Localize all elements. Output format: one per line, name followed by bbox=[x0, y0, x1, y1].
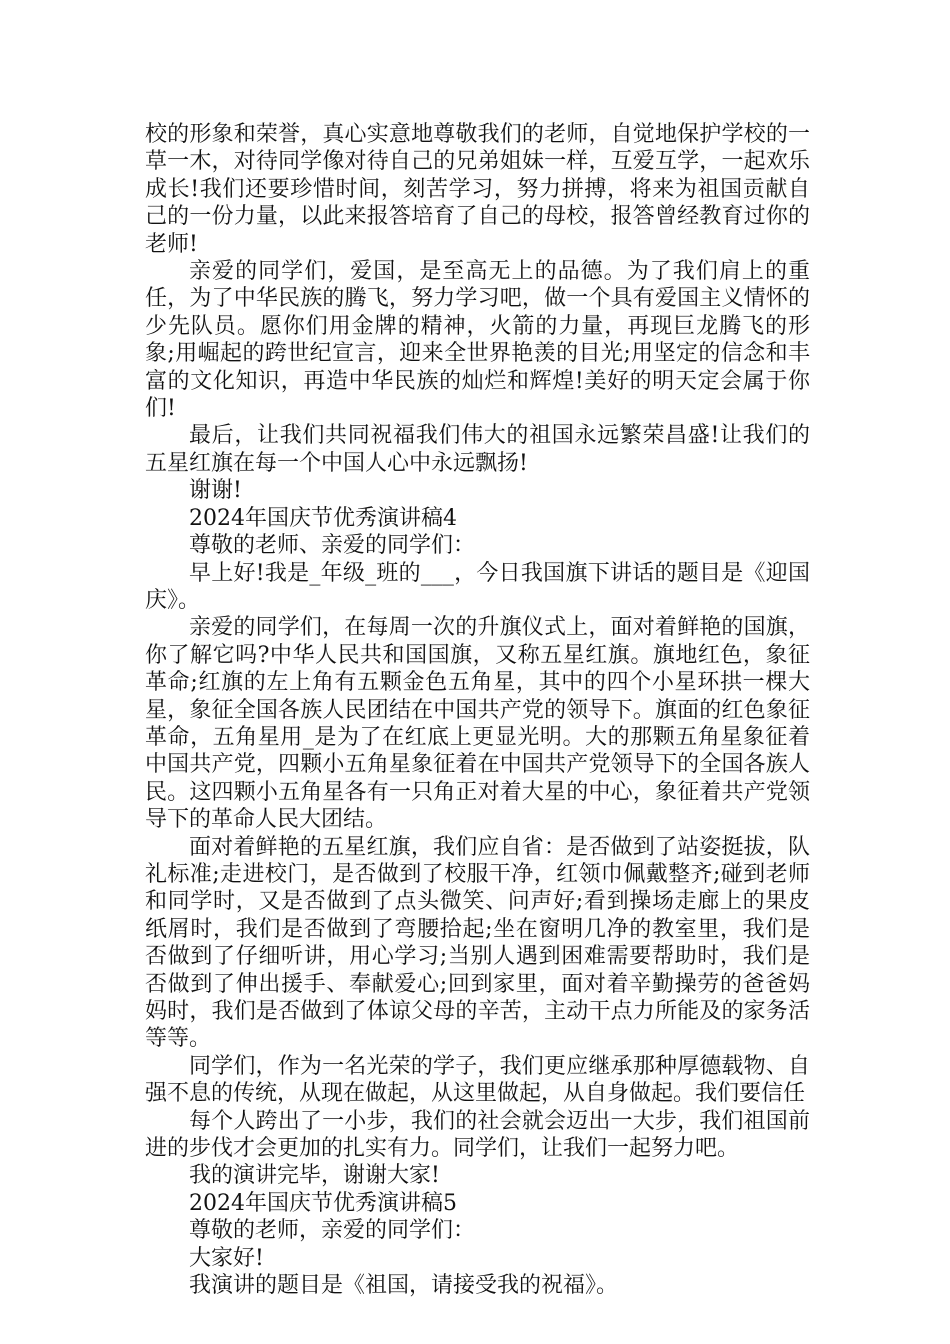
paragraph-self-reflection: 面对着鲜艳的五星红旗，我们应自省：是否做到了站姿挺拔，队礼标准;走进校门，是否做到了校服干净，红领巾佩戴整齐;碰到老师和同学时，又是否做到了点头微笑、问声好;看到操场走廊上的果皮纸屑时，我们是否做到了弯腰拾起;坐在窗明几净的教室里，我们是否做到了仔细听讲，用心学习;当别人遇到困难需要帮助时，我们是否做到了伸出援手、奉献爱心;回到家里，面对着辛勤操劳的爸爸妈妈时，我们是否做到了体谅父母的辛苦，主动干点力所能及的家务活等等。 bbox=[145, 834, 810, 1052]
paragraph-school-image: 校的形象和荣誉，真心实意地尊敬我们的老师，自觉地保护学校的一草一木，对待同学像对待自己的兄弟姐妹一样，互爱互学，一起欢乐成长!我们还要珍惜时间，刻苦学习，努力拼搏，将来为祖国贡献自己的一份力量，以此来报答培育了自己的母校，报答曾经教育过你的老师! bbox=[145, 122, 810, 257]
paragraph-topic-5: 我演讲的题目是《祖国，请接受我的祝福》。 bbox=[189, 1273, 619, 1299]
paragraph-thanks: 谢谢! bbox=[189, 478, 242, 504]
paragraph-blessing: 最后，让我们共同祝福我们伟大的祖国永远繁荣昌盛!让我们的五星红旗在每一个中国人心中永远飘扬! bbox=[145, 423, 810, 476]
paragraph-greeting-4: 早上好!我是_年级_班的___，今日我国旗下讲话的题目是《迎国庆》。 bbox=[145, 560, 810, 613]
paragraph-patriotism: 亲爱的同学们，爱国，是至高无上的品德。为了我们肩上的重任，为了中华民族的腾飞，努力学习吧，做一个具有爱国主义情怀的少先队员。愿你们用金牌的精神，火箭的力量，再现巨龙腾飞的形象;用崛起的跨世纪宣言，迎来全世界艳羡的目光;用坚定的信念和丰富的文化知识，再造中华民族的灿烂和辉煌!美好的明天定会属于你们! bbox=[145, 259, 810, 422]
paragraph-small-step: 每个人跨出了一小步，我们的社会就会迈出一大步，我们祖国前进的步伐才会更加的扎实有力。同学们，让我们一起努力吧。 bbox=[145, 1108, 810, 1162]
salutation-5: 尊敬的老师，亲爱的同学们： bbox=[189, 1218, 476, 1244]
paragraph-tradition: 同学们，作为一名光荣的学子，我们更应继承那种厚德载物、自强不息的传统，从现在做起，从这里做起，从自身做起。我们要信任 bbox=[145, 1053, 810, 1107]
salutation-4: 尊敬的老师、亲爱的同学们： bbox=[189, 533, 476, 559]
paragraph-closing-4: 我的演讲完毕，谢谢大家! bbox=[189, 1163, 440, 1189]
section-heading-4: 2024年国庆节优秀演讲稿4 bbox=[189, 505, 457, 531]
section-heading-5: 2024年国庆节优秀演讲稿5 bbox=[189, 1190, 457, 1216]
document-page bbox=[145, 121, 810, 1299]
paragraph-flag-meaning: 亲爱的同学们，在每周一次的升旗仪式上，面对着鲜艳的国旗，你了解它吗?中华人民共和国国旗，又称五星红旗。旗地红色，象征革命;红旗的左上角有五颗金色五角星，其中的四个小星环拱一棵大星，象征全国各族人民团结在中国共产党的领导下。旗面的红色象征革命，五角星用_是为了在红底上更显光明。大的那颗五角星象征着中国共产党，四颗小五角星象征着在中国共产党领导下的全国各族人民。这四颗小五角星各有一只角正对着大星的中心，象征着共产党领导下的革命人民大团结。 bbox=[145, 615, 810, 833]
paragraph-hello-5: 大家好! bbox=[189, 1245, 264, 1271]
